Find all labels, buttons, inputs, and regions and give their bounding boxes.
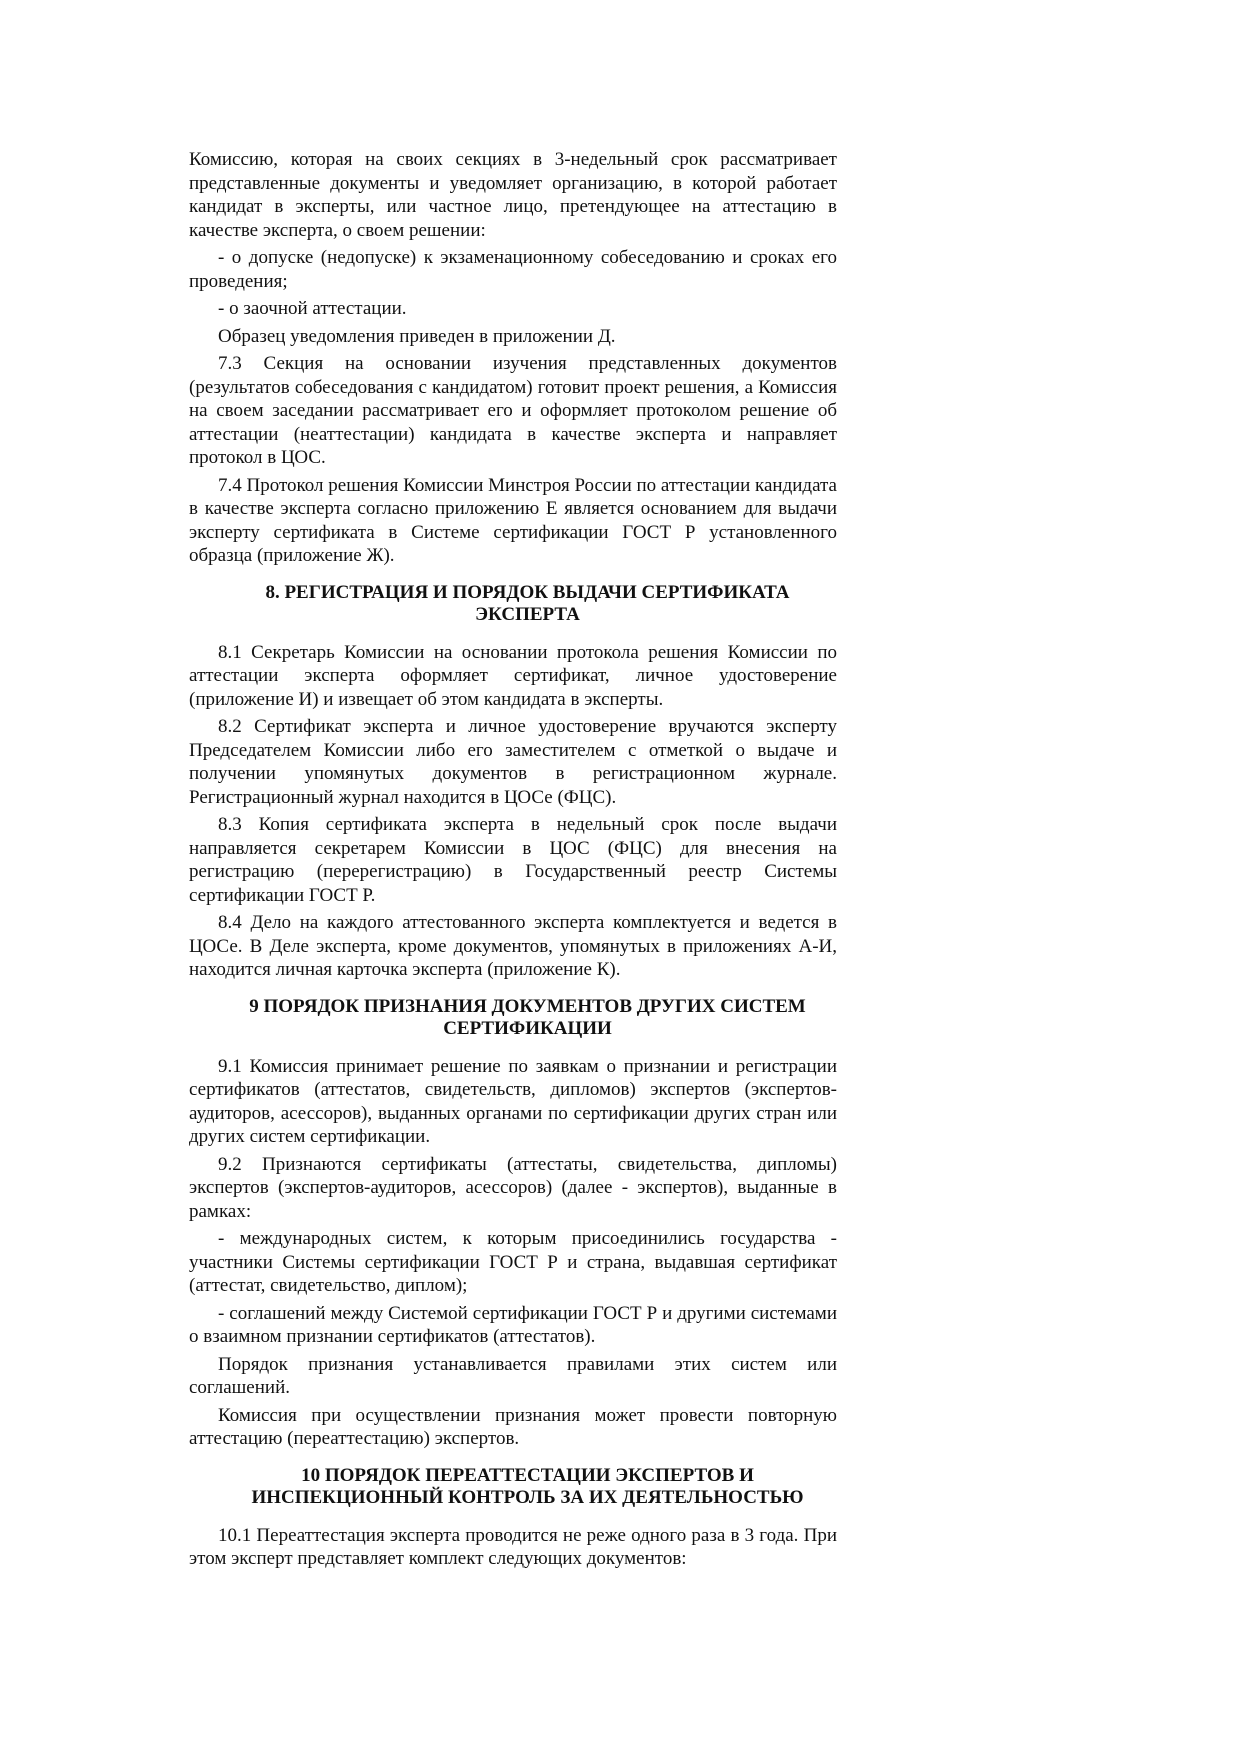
section-10-heading: 10 ПОРЯДОК ПЕРЕАТТЕСТАЦИИ ЭКСПЕРТОВ И ИНСПЕКЦИОННЫЙ КОНТРОЛЬ ЗА ИХ ДЕЯТЕЛЬНОСТЬЮ bbox=[251, 1464, 804, 1508]
list-item-admission: - о допуске (недопуске) к экзаменационному собеседованию и сроках его проведения; bbox=[189, 247, 837, 292]
paragraph-7-4: 7.4 Протокол решения Комиссии Минстроя России по аттестации кандидата в качестве эксперта согласно приложению Е является основанием для выдачи эксперту сертификата в Системе сертификации ГОСТ Р установленного образца (приложение Ж). bbox=[189, 474, 837, 566]
section-8-heading: 8. РЕГИСТРАЦИЯ И ПОРЯДОК ВЫДАЧИ СЕРТИФИКАТА ЭКСПЕРТА bbox=[265, 581, 790, 625]
paragraph-recognition-order: Порядок признания устанавливается правилами этих систем или соглашений. bbox=[189, 1353, 837, 1398]
paragraph-9-2: 9.2 Признаются сертификаты (аттестаты, свидетельства, дипломы) экспертов (экспертов-аудиторов, асессоров) (далее - экспертов), выданные в рамках: bbox=[189, 1153, 837, 1222]
paragraph-reattestation-possible: Комиссия при осуществлении признания может провести повторную аттестацию (переаттестацию) экспертов. bbox=[189, 1404, 837, 1449]
section-9-heading: 9 ПОРЯДОК ПРИЗНАНИЯ ДОКУМЕНТОВ ДРУГИХ СИСТЕМ СЕРТИФИКАЦИИ bbox=[249, 995, 806, 1039]
paragraph-7-3: 7.3 Секция на основании изучения представленных документов (результатов собеседования с кандидатом) готовит проект решения, а Комиссия на своем заседании рассматривает его и оформляет протоколом решение об аттестации (неаттестации) кандидата в качестве эксперта и направляет протокол в ЦОС. bbox=[189, 353, 837, 468]
paragraph-8-1: 8.1 Секретарь Комиссии на основании протокола решения Комиссии по аттестации эксперта оформляет сертификат, личное удостоверение (приложение И) и извещает об этом кандидата в эксперты. bbox=[189, 641, 837, 710]
list-item-agreements: - соглашений между Системой сертификации ГОСТ Р и другими системами о взаимном признании сертификатов (аттестатов). bbox=[189, 1302, 837, 1347]
paragraph-notice-sample: Образец уведомления приведен в приложении Д. bbox=[218, 325, 616, 347]
paragraph-8-4: 8.4 Дело на каждого аттестованного эксперта комплектуется и ведется в ЦОСе. В Деле эксперта, кроме документов, упомянутых в приложениях А-И, находится личная карточка эксперта (приложение К). bbox=[189, 912, 837, 980]
paragraph-10-1: 10.1 Переаттестация эксперта проводится не реже одного раза в 3 года. При этом эксперт представляет комплект следующих документов: bbox=[189, 1524, 837, 1569]
list-item-correspondence: - о заочной аттестации. bbox=[218, 298, 407, 319]
paragraph-8-3: 8.3 Копия сертификата эксперта в недельный срок после выдачи направляется секретарем Комиссии в ЦОС (ФЦС) для внесения на регистрацию (перерегистрацию) в Государственный реестр Системы сертификации ГОСТ Р. bbox=[189, 814, 837, 906]
document-body bbox=[189, 148, 837, 1575]
paragraph-commission-review: Комиссию, которая на своих секциях в 3-недельный срок рассматривает представленные документы и уведомляет организацию, в которой работает кандидат в эксперты, или частное лицо, претендующее на аттестацию в качестве эксперта, о своем решении: bbox=[189, 149, 837, 241]
list-item-international-systems: - международных систем, к которым присоединились государства - участники Системы сертификации ГОСТ Р и страна, выдавшая сертификат (аттестат, свидетельство, диплом); bbox=[189, 1228, 837, 1296]
paragraph-8-2: 8.2 Сертификат эксперта и личное удостоверение вручаются эксперту Председателем Комиссии либо его заместителем с отметкой о выдаче и получении упомянутых документов в регистрационном журнале. Регистрационный журнал находится в ЦОСе (ФЦС). bbox=[189, 716, 837, 808]
paragraph-9-1: 9.1 Комиссия принимает решение по заявкам о признании и регистрации сертификатов (аттестатов, свидетельств, дипломов) экспертов (экспертов-аудиторов, асессоров), выданных органами по сертификации других стран или других систем сертификации. bbox=[189, 1055, 837, 1147]
